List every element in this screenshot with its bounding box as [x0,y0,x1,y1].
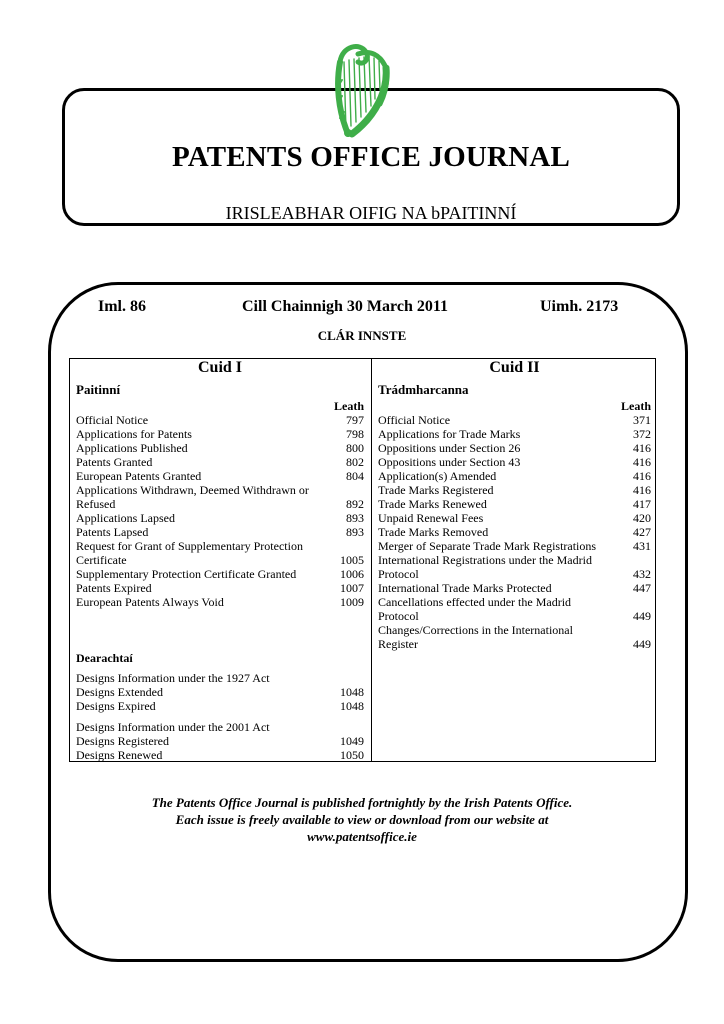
toc-entry-page: 893 [346,525,364,539]
toc-row [76,734,364,748]
toc-entry-label: European Patents Granted [76,469,202,483]
toc-entry-label: International Trade Marks Protected [378,581,552,595]
toc-entry-page [645,595,651,609]
toc-entry-label: Oppositions under Section 43 [378,455,521,469]
part1-heading: Cuid I [197,359,243,376]
toc-row [76,671,364,685]
toc-row [76,427,364,441]
toc-entry-page: 416 [633,455,651,469]
toc-row [378,623,651,637]
footer-line-2: Each issue is freely available to view or download from our website at [175,812,549,827]
toc-entry-label: Supplementary Protection Certificate Granted [76,567,297,581]
toc-entry-page: 1050 [340,748,364,762]
volume-number: Iml. 86 [98,298,146,315]
toc-entry-page: 449 [633,609,651,623]
toc-entry-label: Applications for Trade Marks [378,427,521,441]
toc-entry-label: Designs Registered [76,734,169,748]
toc-entry-label: Oppositions under Section 26 [378,441,521,455]
toc-entry-page: 892 [346,497,364,511]
toc-row [76,748,364,762]
toc-entry-label: Refused [76,497,116,511]
toc-row [378,427,651,441]
toc-entry-label: Designs Renewed [76,748,163,762]
toc-entry-label: Applications Lapsed [76,511,175,525]
toc-row [76,539,364,553]
journal-title: PATENTS OFFICE JOURNAL [171,141,571,173]
toc-entry-label: Patents Lapsed [76,525,149,539]
toc-row [378,511,651,525]
toc-entry-page: 802 [346,455,364,469]
toc-row [76,685,364,699]
toc-entry-label: Designs Extended [76,685,163,699]
toc-row [76,553,364,567]
toc-entry-label: Protocol [378,567,419,581]
toc-row [378,413,651,427]
toc-row [76,497,364,511]
designs-1927-entries [76,671,364,713]
issue-number: Uimh. 2173 [540,298,619,315]
toc-row [378,441,651,455]
toc-entry-page: 800 [346,441,364,455]
toc-row [378,637,651,651]
toc-entry-label: Designs Expired [76,699,156,713]
toc-entry-label: Request for Grant of Supplementary Protection [76,539,303,553]
toc-entry-page: 432 [633,567,651,581]
toc-entry-label: Merger of Separate Trade Mark Registrations [378,539,597,553]
toc-entry-label: Applications Published [76,441,188,455]
toc-entry-label: Certificate [76,553,127,567]
toc-entry-page [358,720,364,734]
toc-row [76,469,364,483]
toc-entry-label: Protocol [378,609,419,623]
toc-entry-page [645,623,651,637]
designs-2001-entries [76,720,364,762]
toc-entry-label: Patents Expired [76,581,152,595]
toc-entry-label: Unpaid Renewal Fees [378,511,484,525]
toc-entry-page: 798 [346,427,364,441]
toc-entry-label: Official Notice [76,413,149,427]
toc-entry-label: Applications Withdrawn, Deemed Withdrawn or [76,483,309,497]
toc-row [378,525,651,539]
toc-row [76,699,364,713]
toc-row [76,511,364,525]
toc-row [76,581,364,595]
toc-entry-page: 371 [633,413,651,427]
trade-marks-section-title: Trádmharcanna [378,382,469,397]
toc-entry-label: Cancellations effected under the Madrid [378,595,572,609]
toc-entry-label: Trade Marks Removed [378,525,489,539]
toc-entry-page: 797 [346,413,364,427]
patents-entries [76,413,364,609]
toc-entry-label: Register [378,637,418,651]
toc-entry-page: 1049 [340,734,364,748]
toc-row [76,720,364,734]
column-divider [371,359,372,761]
designs-section-title: Dearachtaí [76,651,133,665]
toc-entry-label: Designs Information under the 2001 Act [76,720,270,734]
toc-row [378,469,651,483]
toc-entry-page: 447 [633,581,651,595]
toc-entry-label: Trade Marks Renewed [378,497,487,511]
toc-row [76,441,364,455]
toc-row [76,567,364,581]
page-column-header: Leath [334,399,364,413]
toc-row [76,455,364,469]
issue-place-date: Cill Chainnigh 30 March 2011 [242,298,448,315]
toc-entry-page: 416 [633,483,651,497]
toc-row [378,609,651,623]
toc-entry-label: Changes/Corrections in the International [378,623,573,637]
part2-heading: Cuid II [489,359,540,376]
contents-title: CLÁR INNSTE [317,328,407,343]
trade-marks-entries [378,413,651,651]
toc-entry-label: Application(s) Amended [378,469,497,483]
toc-row [378,581,651,595]
toc-row [378,483,651,497]
toc-entry-page: 416 [633,469,651,483]
journal-subtitle: IRISLEABHAR OIFIG NA bPAITINNÍ [225,203,517,223]
toc-entry-page: 431 [633,539,651,553]
toc-entry-page: 427 [633,525,651,539]
toc-row [378,455,651,469]
toc-entry-label: Official Notice [378,413,451,427]
toc-entry-page: 449 [633,637,651,651]
toc-entry-page: 1007 [340,581,364,595]
toc-row [378,567,651,581]
toc-entry-page: 1005 [340,553,364,567]
toc-entry-page: 1006 [340,567,364,581]
toc-entry-page [358,671,364,685]
toc-entry-label: Designs Information under the 1927 Act [76,671,270,685]
toc-entry-page: 372 [633,427,651,441]
toc-row [378,553,651,567]
toc-row [76,413,364,427]
toc-row [76,595,364,609]
toc-entry-label: Patents Granted [76,455,153,469]
toc-row [76,525,364,539]
toc-row [378,497,651,511]
toc-entry-page [358,539,364,553]
harp-icon [330,40,394,138]
toc-row [76,483,364,497]
toc-entry-page: 1009 [340,595,364,609]
toc-entry-page: 893 [346,511,364,525]
toc-entry-page [358,483,364,497]
footer-note [0,794,724,845]
toc-row [378,539,651,553]
toc-entry-page: 416 [633,441,651,455]
toc-entry-page: 804 [346,469,364,483]
toc-entry-label: Applications for Patents [76,427,192,441]
page-column-header: Leath [621,399,651,413]
toc-entry-page: 417 [633,497,651,511]
footer-website[interactable]: www.patentsoffice.ie [307,829,417,844]
contents-table [69,358,656,762]
toc-entry-page [645,553,651,567]
toc-entry-page: 1048 [340,699,364,713]
patents-section-title: Paitinní [76,382,121,397]
toc-entry-label: Trade Marks Registered [378,483,494,497]
toc-entry-page: 420 [633,511,651,525]
toc-entry-label: European Patents Always Void [76,595,224,609]
toc-entry-page: 1048 [340,685,364,699]
toc-row [378,595,651,609]
toc-entry-label: International Registrations under the Madrid [378,553,592,567]
footer-line-1: The Patents Office Journal is published fortnightly by the Irish Patents Office. [151,795,573,810]
